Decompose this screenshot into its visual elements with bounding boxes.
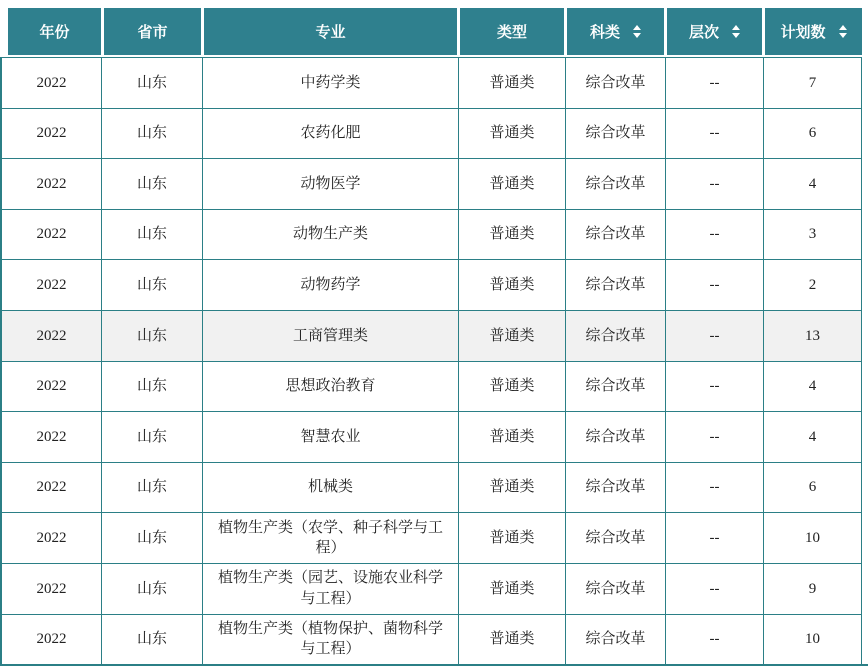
cell-major: 动物生产类 [203,210,459,260]
cell-year: 2022 [2,615,102,665]
cell-level: -- [666,564,764,614]
table-row[interactable] [0,513,862,564]
cell-province: 山东 [102,210,203,260]
cell-major: 中药学类 [203,58,459,108]
cell-major: 农药化肥 [203,109,459,159]
cell-subject: 综合改革 [566,362,666,412]
cell-year: 2022 [2,513,102,563]
table-row[interactable] [0,260,862,311]
table-row[interactable] [0,463,862,514]
table-row[interactable] [0,615,862,666]
cell-province: 山东 [102,463,203,513]
table-row[interactable] [0,159,862,210]
cell-level: -- [666,311,764,361]
cell-type: 普通类 [459,615,566,665]
column-header-label: 类型 [496,24,527,41]
cell-plan_count: 4 [764,412,862,462]
cell-level: -- [666,513,764,563]
cell-plan_count: 7 [764,58,862,108]
table-row[interactable] [0,58,862,109]
cell-plan_count: 6 [764,109,862,159]
column-header-level[interactable] [667,8,762,55]
cell-year: 2022 [2,362,102,412]
cell-plan_count: 6 [764,463,862,513]
cell-subject: 综合改革 [566,159,666,209]
cell-year: 2022 [2,412,102,462]
column-header-label: 科类 [589,24,620,41]
cell-level: -- [666,109,764,159]
cell-province: 山东 [102,564,203,614]
cell-major: 动物医学 [203,159,459,209]
column-header-subject[interactable] [567,8,664,55]
table-row[interactable] [0,412,862,463]
sort-icon[interactable] [633,25,641,38]
cell-major: 工商管理类 [203,311,459,361]
table-row[interactable] [0,210,862,261]
cell-province: 山东 [102,615,203,665]
cell-major: 思想政治教育 [203,362,459,412]
table-row[interactable] [0,311,862,362]
cell-plan_count: 13 [764,311,862,361]
cell-level: -- [666,260,764,310]
cell-major: 机械类 [203,463,459,513]
cell-subject: 综合改革 [566,463,666,513]
cell-type: 普通类 [459,311,566,361]
sort-icon[interactable] [839,25,847,38]
cell-year: 2022 [2,159,102,209]
cell-subject: 综合改革 [566,412,666,462]
cell-type: 普通类 [459,260,566,310]
cell-province: 山东 [102,412,203,462]
cell-major: 植物生产类（园艺、设施农业科学与工程） [203,564,459,614]
table-row[interactable] [0,109,862,160]
cell-plan_count: 4 [764,159,862,209]
cell-type: 普通类 [459,109,566,159]
cell-major: 植物生产类（植物保护、菌物科学与工程） [203,615,459,665]
cell-subject: 综合改革 [566,564,666,614]
cell-plan_count: 3 [764,210,862,260]
cell-year: 2022 [2,210,102,260]
cell-level: -- [666,412,764,462]
cell-level: -- [666,58,764,108]
sort-icon[interactable] [732,25,740,38]
cell-level: -- [666,210,764,260]
column-header-plan-count[interactable] [765,8,862,55]
cell-year: 2022 [2,260,102,310]
cell-subject: 综合改革 [566,513,666,563]
cell-plan_count: 2 [764,260,862,310]
cell-subject: 综合改革 [566,210,666,260]
table-header-row [8,8,862,55]
cell-plan_count: 10 [764,513,862,563]
cell-type: 普通类 [459,58,566,108]
cell-subject: 综合改革 [566,109,666,159]
column-header-label: 计划数 [780,24,826,41]
cell-type: 普通类 [459,362,566,412]
cell-type: 普通类 [459,159,566,209]
cell-year: 2022 [2,311,102,361]
table-row[interactable] [0,362,862,413]
cell-plan_count: 4 [764,362,862,412]
cell-province: 山东 [102,159,203,209]
cell-province: 山东 [102,513,203,563]
cell-subject: 综合改革 [566,311,666,361]
column-header-type [460,8,564,55]
table-body [0,57,862,665]
cell-province: 山东 [102,109,203,159]
cell-major: 动物药学 [203,260,459,310]
cell-type: 普通类 [459,412,566,462]
cell-subject: 综合改革 [566,260,666,310]
column-header-label: 专业 [315,24,346,41]
column-header-year [8,8,101,55]
column-header-label: 省市 [137,24,168,41]
cell-province: 山东 [102,260,203,310]
column-header-province [104,8,201,55]
cell-major: 植物生产类（农学、种子科学与工程） [203,513,459,563]
cell-plan_count: 9 [764,564,862,614]
table-bottom-border [0,664,868,666]
cell-subject: 综合改革 [566,615,666,665]
cell-year: 2022 [2,463,102,513]
cell-year: 2022 [2,58,102,108]
cell-plan_count: 10 [764,615,862,665]
cell-province: 山东 [102,311,203,361]
column-header-major [204,8,457,55]
column-header-label: 年份 [39,24,70,41]
column-header-label: 层次 [688,24,719,41]
cell-subject: 综合改革 [566,58,666,108]
cell-type: 普通类 [459,463,566,513]
cell-year: 2022 [2,109,102,159]
cell-type: 普通类 [459,210,566,260]
cell-level: -- [666,615,764,665]
table-row[interactable] [0,564,862,615]
cell-level: -- [666,159,764,209]
cell-level: -- [666,362,764,412]
cell-province: 山东 [102,58,203,108]
cell-type: 普通类 [459,513,566,563]
cell-province: 山东 [102,362,203,412]
cell-major: 智慧农业 [203,412,459,462]
cell-year: 2022 [2,564,102,614]
cell-type: 普通类 [459,564,566,614]
cell-level: -- [666,463,764,513]
